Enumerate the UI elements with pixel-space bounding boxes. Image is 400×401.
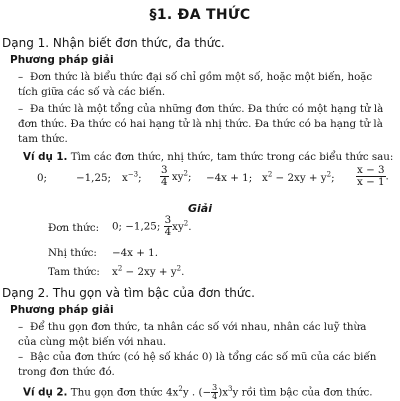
example-1-label: Ví dụ 1. (23, 151, 68, 163)
example-2-label: Ví dụ 2. (23, 386, 68, 399)
page-title: §1. ĐA THỨC (149, 7, 251, 23)
example-1-text: Tìm các đơn thức, nhị thức, tam thức trong các biểu thức sau: (70, 151, 394, 163)
bullet-text: Đa thức là một tổng của những đơn thức. Đa thức có một hạng tử là đơn thức. Đa thức có hai hạng tử là nhị thức. Đa thức có ba hạng tử là tam thức. (18, 103, 384, 145)
example-2: Ví dụ 2. Thu gọn đơn thức $4x^2y$ . (− $\frac{3}{4}$ )$x^3y$ rồi tìm bậc của đơn thức. (23, 383, 373, 401)
bullet-marker: – (18, 321, 24, 333)
binomial-value: −4x + 1. (112, 247, 158, 259)
bullet-marker: – (18, 351, 24, 363)
bullet-text: Bậc của đơn thức (có hệ số khác 0) là tổng các số mũ của các biến trong đơn thức đó. (18, 351, 377, 378)
fraction: $\frac{3}{4}$ (212, 383, 218, 401)
monomial-values: 0; −1,25; $\frac{3}{4}$ $xy^2$. (112, 214, 192, 238)
section-2-heading: Dạng 2. Thu gọn và tìm bậc của đơn thức. (2, 286, 255, 300)
solution-label: Giải (188, 202, 212, 215)
fraction: $\frac{x - 3}{x - 1}$ (357, 164, 385, 188)
expr-trinomial: $x^2 - 2xy + y^2$; (262, 170, 335, 184)
section-2-method-title: Phương pháp giải (10, 304, 114, 316)
fraction: $\frac{3}{4}$ (164, 214, 172, 238)
expr-decimal: −1,25; (76, 172, 112, 184)
expr-rational: $\frac{x - 3}{x - 1}$ . (357, 164, 389, 188)
section-1-bullet-2 (18, 102, 388, 147)
section-1-heading: Dạng 1. Nhận biết đơn thức, đa thức. (2, 36, 225, 50)
section-1-method-title: Phương pháp giải (10, 54, 114, 66)
monomial-label: Đơn thức: (48, 222, 100, 234)
example-1 (23, 151, 393, 163)
section-1-bullet-1 (18, 70, 388, 100)
bullet-text: Đơn thức là biểu thức đại số chỉ gồm một số, hoặc một biến, hoặc tích giữa các số và các biến. (18, 71, 373, 98)
bullet-marker: – (18, 103, 24, 115)
expr-fraction-monomial: $\frac{3}{4}$ $xy^2$; (161, 164, 192, 188)
trinomial-label: Tam thức: (48, 266, 100, 278)
fraction: $\frac{3}{4}$ (161, 164, 168, 188)
expr-binomial: −4x + 1; (206, 172, 253, 184)
trinomial-value: $x^2 - 2xy + y^2$. (112, 264, 185, 278)
expr-x-power: $x^{-3}$; (122, 170, 142, 184)
section-2-bullet-1 (18, 320, 388, 350)
expr-zero: 0; (37, 172, 48, 184)
bullet-text: Để thu gọn đơn thức, ta nhân các số với nhau, nhân các luỹ thừa của cùng một biến với nhau. (18, 321, 367, 348)
bullet-marker: – (18, 71, 24, 83)
binomial-label: Nhị thức: (48, 247, 97, 259)
section-2-bullet-2 (18, 350, 388, 380)
